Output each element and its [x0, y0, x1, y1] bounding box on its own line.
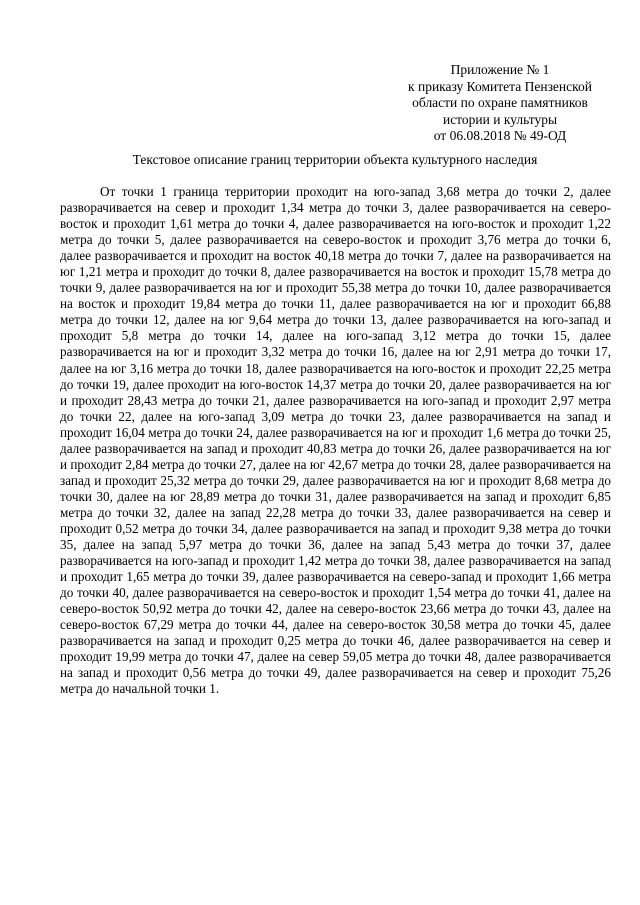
document-title: Текстовое описание границ территории объекта культурного наследия [132, 152, 538, 167]
boundary-description: От точки 1 граница территории проходит на юго-запад 3,68 метра до точки 2, далее разворачивается на север и проходит 1,34 метра до точки 3, далее разворачивается на северо-восток и проходит 1,61 метра до точки 4, далее разворачивается на юго-восток и проходит 1,22 метра до точки 5, далее разворачивается на северо-восток и проходит 3,76 метра до точки 6, далее разворачивается и проходит на восток 40,18 метра до точки 7, далее на разворачивается на юг 1,21 метра и проходит до точки 8, далее разворачивается на восток и проходит 15,78 метра до точки 9, далее разворачивается на юг и проходит 55,38 метра до точки 10, далее разворачивается на восток и проходит 19,84 метра до точки 11, далее разворачивается на юг и проходит 66,88 метра до точки 12, далее на юг 9,64 метра до точки 13, далее разворачивается на юго-запад и проходит 5,8 метра до точки 14, далее на юго-запад 3,12 метра до точки 15, далее разворачивается на юг и проходит 3,32 метра до точки 16, далее на юг 2,91 метра до точки 17, далее на юг 3,16 метра до точки 18, далее разворачивается на юго-восток и проходит 22,25 метра до точки 19, далее проходит на юго-восток 14,37 метра до точки 20, далее разворачивается на юг и проходит 28,43 метра до точки 21, далее разворачивается на юго-запад и проходит 2,97 метра до точки 22, далее на юго-запад 3,09 метра до точки 23, далее разворачивается на запад и проходит 16,04 метра до точки 24, далее разворачивается на юг и проходит 1,6 метра до точки 25, далее разворачивается на запад и проходит 40,83 метра до точки 26, далее разворачивается на юг и проходит 2,84 метра до точки 27, далее на юг 42,67 метра до точки 28, далее разворачивается на запад и проходит 25,32 метра до точки 29, далее разворачивается на юг и проходит 8,68 метра до точки 30, далее на юг 28,89 метра до точки 31, далее разворачивается на запад и проходит 6,85 метра до точки 32, далее на запад 22,28 метра до точки 33, далее разворачивается на север и проходит 0,52 метра до точки 34, далее разворачивается на запад и проходит 9,38 метра до точки 35, далее на запад 5,97 метра до точки 36, далее на запад 5,43 метра до точки 37, далее разворачивается на юго-запад и проходит 1,42 метра до точки 38, далее разворачивается на запад и проходит 1,65 метра до точки 39, далее разворачивается на северо-запад и проходит 1,66 метра до точки 40, далее разворачивается на северо-восток и проходит 1,54 метра до точки 41, далее на северо-восток 50,92 метра до точки 42, далее на северо-восток 23,66 метра до точки 43, далее на северо-восток 67,29 метра до точки 44, далее на северо-восток 30,58 метра до точки 45, далее разворачивается на запад и проходит 0,25 метра до точки 46, далее разворачивается на север и проходит 19,99 метра до точки 47, далее на север 59,05 метра до точки 48, далее разворачивается на запад и проходит 0,56 метра до точки 49, далее разворачивается на север и проходит 75,26 метра до начальной точки 1. [60, 184, 611, 697]
appendix-block [400, 62, 600, 145]
appendix-committee-name-cont: истории и культуры [442, 111, 558, 127]
appendix-number: Приложение № 1 [450, 62, 550, 77]
appendix-order-reference: к приказу Комитета Пензенской [408, 78, 592, 94]
appendix-committee-name: области по охране памятников [412, 95, 588, 110]
appendix-order-date: от 06.08.2018 № 49-ОД [433, 128, 567, 143]
